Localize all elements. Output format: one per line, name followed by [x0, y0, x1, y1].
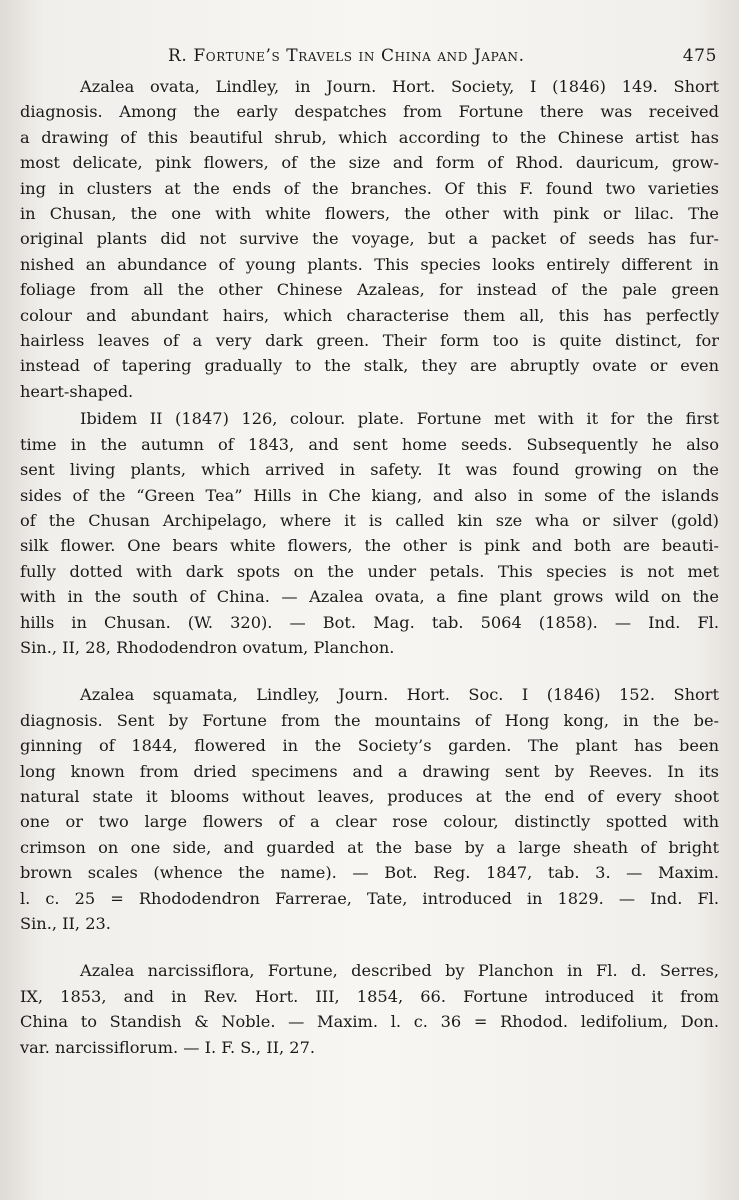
paragraph-azalea-narcissiflora	[20, 958, 719, 1060]
running-title: R. Fortune’s Travels in China and Japan.	[168, 46, 525, 66]
paragraph-ibidem	[20, 406, 719, 660]
text-line: a drawing of this beautiful shrub, which according to the Chinese artist has	[20, 127, 719, 147]
text-line: China to Standish & Noble. — Maxim. l. c. 36 = Rhodod. ledifolium, Don.	[20, 1012, 719, 1032]
text-line: with in the south of China. — Azalea ovata, a fine plant grows wild on the	[20, 587, 719, 607]
text-line: brown scales (whence the name). — Bot. Reg. 1847, tab. 3. — Maxim.	[20, 863, 719, 883]
text-line: time in the autumn of 1843, and sent home seeds. Subsequently he also	[20, 434, 719, 454]
text-line: hairless leaves of a very dark green. Their form too is quite distinct, for	[20, 331, 719, 351]
text-line: colour and abundant hairs, which characterise them all, this has perfectly	[20, 305, 719, 325]
text-line: Ibidem II (1847) 126, colour. plate. Fortune met with it for the first	[80, 409, 719, 429]
text-line: in Chusan, the one with white flowers, the other with pink or lilac. The	[20, 204, 719, 224]
text-line: one or two large flowers of a clear rose colour, distinctly spotted with	[20, 812, 719, 832]
text-line: ginning of 1844, flowered in the Society’s garden. The plant has been	[20, 736, 719, 756]
text-line: natural state it blooms without leaves, produces at the end of every shoot	[20, 786, 719, 806]
text-line: l. c. 25 = Rhododendron Farrerae, Tate, introduced in 1829. — Ind. Fl.	[20, 888, 719, 908]
text-line: Azalea ovata, Lindley, in Journ. Hort. Society, I (1846) 149. Short	[80, 77, 719, 96]
paragraph-azalea-squamata	[20, 682, 719, 936]
page-number: 475	[682, 46, 717, 66]
text-line: diagnosis. Among the early despatches from Fortune there was received	[20, 102, 719, 122]
text-line: Sin., II, 28, Rhododendron ovatum, Planchon.	[20, 637, 395, 657]
text-line: Azalea narcissiflora, Fortune, described by Planchon in Fl. d. Serres,	[80, 961, 719, 981]
text-line: hills in Chusan. (W. 320). — Bot. Mag. tab. 5064 (1858). — Ind. Fl.	[20, 612, 719, 632]
running-head	[20, 40, 719, 74]
text-line: Azalea squamata, Lindley, Journ. Hort. Soc. I (1846) 152. Short	[80, 685, 719, 705]
text-line: ing in clusters at the ends of the branches. Of this F. found two varieties	[20, 178, 719, 198]
text-line: long known from dried specimens and a drawing sent by Reeves. In its	[20, 761, 719, 781]
text-line: crimson on one side, and guarded at the base by a large sheath of bright	[20, 837, 719, 857]
text-line: IX, 1853, and in Rev. Hort. III, 1854, 66. Fortune introduced it from	[20, 986, 719, 1006]
text-line: of the Chusan Archipelago, where it is called kin sze wha or silver (gold)	[20, 510, 719, 530]
text-line: instead of tapering gradually to the stalk, they are abruptly ovate or even	[20, 356, 719, 376]
text-line: original plants did not survive the voyage, but a packet of seeds has fur-	[20, 229, 719, 249]
paragraph-azalea-ovata	[20, 74, 719, 404]
text-line: fully dotted with dark spots on the under petals. This species is not met	[20, 561, 719, 581]
text-line: var. narcissiflorum. — I. F. S., II, 27.	[20, 1037, 316, 1057]
text-line: sent living plants, which arrived in safety. It was found growing on the	[20, 460, 719, 480]
text-line: Sin., II, 23.	[20, 914, 111, 933]
text-line: sides of the “Green Tea” Hills in Che kiang, and also in some of the islands	[20, 485, 719, 505]
text-line: foliage from all the other Chinese Azaleas, for instead of the pale green	[20, 280, 719, 300]
text-line: most delicate, pink flowers, of the size and form of Rhod. dauricum, grow-	[20, 153, 719, 173]
text-line: nished an abundance of young plants. This species looks entirely different in	[20, 254, 719, 274]
text-line: diagnosis. Sent by Fortune from the mountains of Hong kong, in the be-	[20, 710, 719, 730]
text-line: heart-shaped.	[20, 381, 134, 401]
text-line: silk flower. One bears white flowers, the other is pink and both are beauti-	[20, 536, 719, 556]
